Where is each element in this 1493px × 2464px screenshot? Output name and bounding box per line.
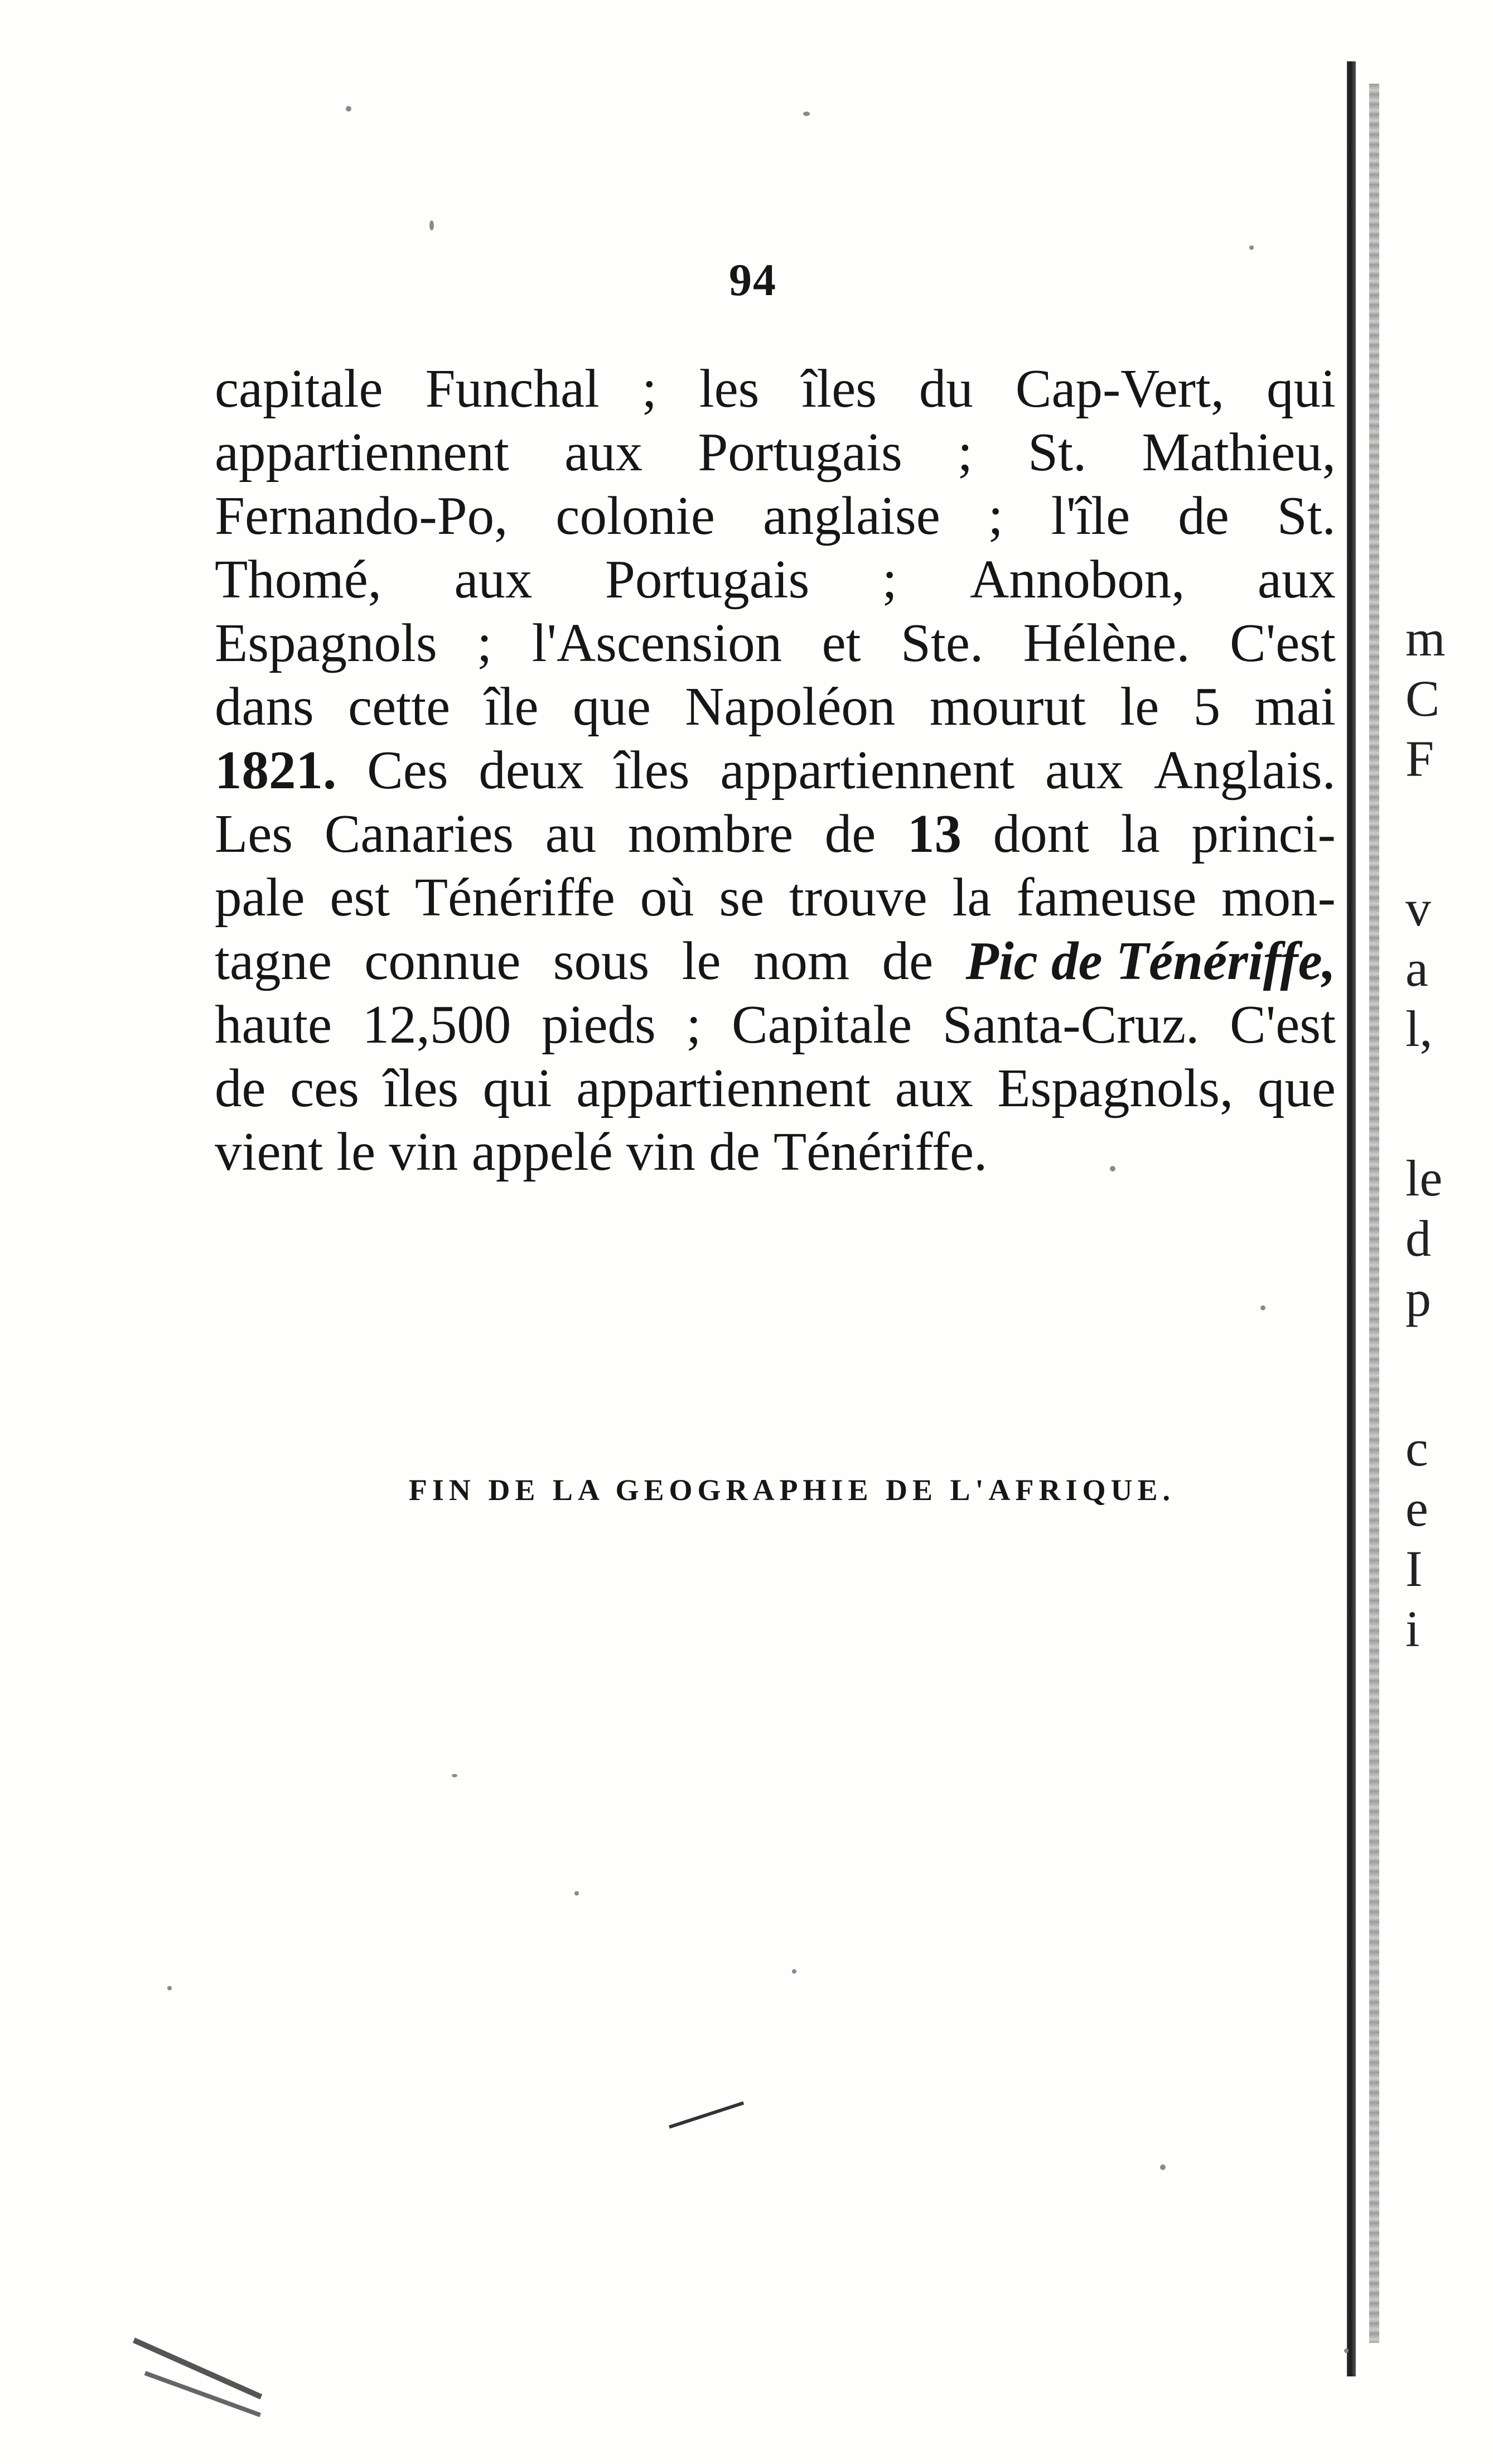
text-line-1	[215, 357, 1336, 421]
word: au	[545, 804, 597, 864]
word: les	[699, 359, 760, 418]
fragment: e	[1405, 1480, 1428, 1537]
fragment: d	[1405, 1210, 1431, 1267]
word: connue	[364, 931, 521, 991]
word: Ténériffe.	[774, 1122, 988, 1182]
word: Fernando-Po,	[215, 486, 508, 546]
word: St.	[1277, 486, 1336, 546]
word: Ste.	[901, 613, 984, 673]
word: Cap-Vert,	[1015, 359, 1225, 418]
word: îles	[801, 359, 877, 418]
word: fameuse	[1016, 867, 1197, 927]
word: nom	[753, 931, 850, 991]
word: pale	[215, 867, 305, 927]
body-text	[215, 357, 1336, 1184]
word: 13	[907, 804, 961, 864]
fragment: v	[1405, 880, 1431, 937]
word: 12,500	[362, 995, 511, 1054]
scan-speck	[1344, 2349, 1349, 2353]
word: la	[952, 867, 992, 927]
word: nombre	[627, 804, 794, 864]
scan-speck	[803, 112, 810, 116]
word: Mathieu,	[1142, 422, 1336, 482]
word: princi-	[1191, 804, 1336, 864]
text-line-3	[215, 484, 1336, 548]
scan-speck	[1249, 245, 1254, 250]
word: anglaise	[762, 486, 940, 546]
text-line-12	[215, 1057, 1336, 1120]
fragment: F	[1405, 730, 1434, 787]
word: aux	[1257, 549, 1336, 609]
word: 1821.	[215, 740, 337, 800]
text-line-9	[215, 866, 1336, 929]
fragment: le	[1405, 1150, 1443, 1207]
fragment: l,	[1405, 1000, 1433, 1057]
fragment: m	[1405, 610, 1446, 667]
word: qui	[1267, 359, 1336, 418]
scan-speck	[1260, 1305, 1265, 1310]
word: où	[640, 867, 694, 927]
word: tagne	[215, 931, 332, 991]
facing-page-fragments	[1405, 608, 1484, 1659]
fragment-gap	[1405, 1329, 1484, 1418]
word: capitale	[215, 359, 383, 418]
word: Thomé,	[215, 549, 382, 609]
word: Anglais.	[1153, 740, 1336, 800]
scan-speck	[1160, 2164, 1166, 2170]
section-end-title: FIN DE LA GEOGRAPHIE DE L'AFRIQUE.	[408, 1473, 1176, 1507]
fragment-gap	[1405, 789, 1484, 878]
word: de	[1178, 486, 1229, 546]
word: le	[336, 1122, 376, 1182]
scan-speck	[1110, 1166, 1115, 1171]
word: dans	[215, 677, 314, 736]
word: dont	[993, 804, 1090, 864]
word: se	[719, 867, 765, 927]
word: vient	[215, 1122, 323, 1182]
word: du	[919, 359, 973, 418]
word: mourut	[929, 677, 1086, 736]
scan-speck	[574, 1891, 579, 1896]
word: Capitale	[731, 995, 912, 1054]
word: Les	[215, 804, 293, 864]
word: Canaries	[324, 804, 514, 864]
fragment: I	[1405, 1540, 1423, 1597]
word: Ténériffe	[414, 867, 615, 927]
word: que	[1257, 1058, 1336, 1118]
word: de	[215, 1058, 266, 1118]
word: St.	[1028, 422, 1087, 482]
word: trouve	[789, 867, 927, 927]
word: ces	[290, 1058, 359, 1118]
word: ;	[882, 549, 897, 609]
text-line-5	[215, 611, 1336, 675]
word: Portugais	[605, 549, 810, 609]
fragment: p	[1405, 1270, 1431, 1327]
word: que	[572, 677, 651, 736]
word: la	[1120, 804, 1160, 864]
word: ;	[957, 422, 973, 482]
fragment-gap	[1405, 1059, 1484, 1148]
word: 5	[1193, 677, 1221, 736]
word: Annobon,	[970, 549, 1185, 609]
word: ;	[641, 359, 657, 418]
word: aux	[1045, 740, 1124, 800]
word: deux	[479, 740, 584, 800]
word: Espagnols	[215, 613, 437, 673]
word: Funchal	[425, 359, 600, 418]
word: haute	[215, 995, 332, 1054]
word: C'est	[1230, 613, 1336, 673]
word: îles	[614, 740, 690, 800]
word: mon-	[1221, 867, 1336, 927]
text-line-10	[215, 929, 1336, 993]
binding-shade	[1369, 84, 1379, 2343]
word: C'est	[1230, 995, 1336, 1054]
word: est	[330, 867, 390, 927]
word: le	[1120, 677, 1159, 736]
text-line-11	[215, 993, 1336, 1057]
fragment: a	[1405, 940, 1428, 997]
word: l'Ascension	[532, 613, 782, 673]
word: de	[882, 931, 934, 991]
scan-speck	[452, 1774, 457, 1777]
word: aux	[454, 549, 533, 609]
word: aux	[895, 1058, 973, 1118]
ink-smudge	[669, 2101, 744, 2129]
text-line-6	[215, 675, 1336, 739]
word: Ces	[367, 740, 448, 800]
scan-speck	[792, 1969, 796, 1974]
word: ;	[988, 486, 1003, 546]
fragment: C	[1405, 670, 1440, 727]
scan-speck	[167, 1986, 172, 1990]
fragment: c	[1405, 1420, 1428, 1477]
word: de	[824, 804, 876, 864]
text-line-7	[215, 739, 1336, 802]
word: l'île	[1051, 486, 1130, 546]
text-line-4	[215, 548, 1336, 611]
word: et	[822, 613, 861, 673]
word: appartiennent	[576, 1058, 871, 1118]
word: le	[682, 931, 721, 991]
word: vin	[389, 1122, 458, 1182]
text-line-13	[215, 1120, 1336, 1184]
text-line-8	[215, 802, 1336, 866]
word: appelé	[471, 1122, 613, 1182]
scan-speck	[429, 220, 434, 230]
word: colonie	[555, 486, 715, 546]
word: Hélène.	[1023, 613, 1190, 673]
word: sous	[553, 931, 650, 991]
word: appartiennent	[720, 740, 1015, 800]
word: Santa-Cruz.	[942, 995, 1200, 1054]
word: aux	[564, 422, 643, 482]
scan-speck	[346, 106, 351, 112]
word: Napoléon	[685, 677, 896, 736]
page-number: 94	[729, 254, 777, 305]
word: Espagnols,	[997, 1058, 1234, 1118]
text-line-2	[215, 421, 1336, 484]
word: ;	[477, 613, 492, 673]
ink-smudge	[144, 2371, 261, 2417]
word: qui	[482, 1058, 552, 1118]
word: île	[484, 677, 539, 736]
word: appartiennent	[215, 422, 509, 482]
italic-term: Pic de Ténériffe,	[965, 931, 1336, 991]
word: cette	[348, 677, 451, 736]
word: îles	[383, 1058, 459, 1118]
word: pieds	[542, 995, 656, 1054]
word: vin	[626, 1122, 695, 1182]
word: Portugais	[698, 422, 902, 482]
fragment: i	[1405, 1600, 1420, 1657]
page-edge-shadow	[1347, 61, 1356, 2376]
word: mai	[1254, 677, 1336, 736]
word: de	[709, 1122, 760, 1182]
word: ;	[686, 995, 702, 1054]
